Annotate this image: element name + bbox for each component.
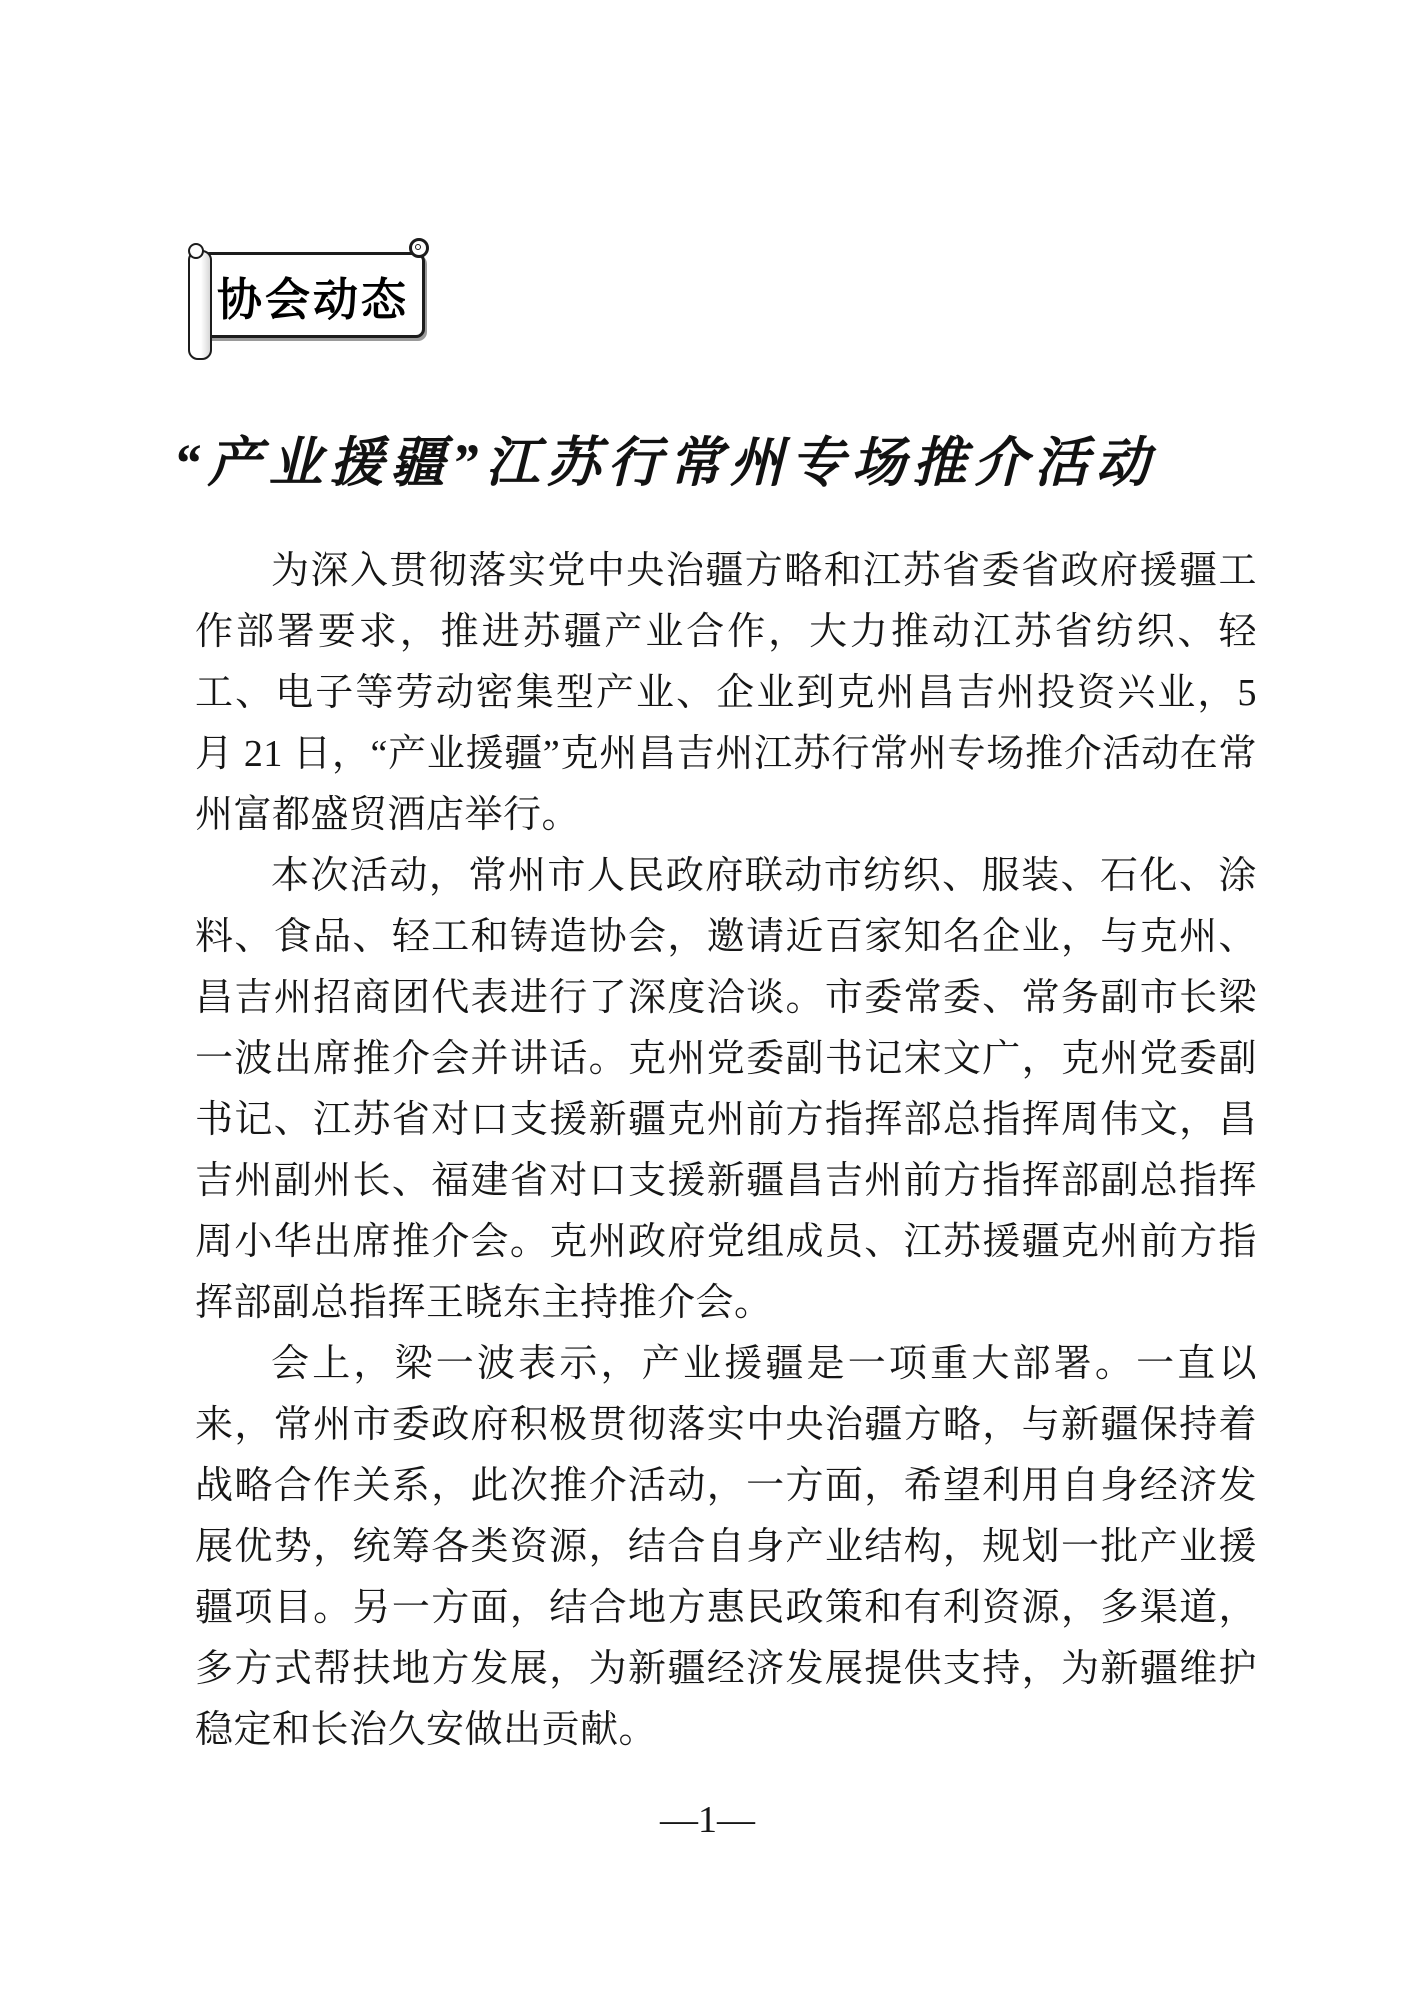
banner-scroll (188, 238, 432, 356)
banner-title: 协会动态 (216, 273, 409, 325)
banner-flag (201, 252, 425, 338)
paragraph: 本次活动，常州市人民政府联动市纺织、服装、石化、涂料、食品、轻工和铸造协会，邀请近百家知名企业，与克州、昌吉州招商团代表进行了深度洽谈。市委常委、常务副市长梁一波出席推介会并讲话。克州党委副书记宋文广，克州党委副书记、江苏省对口支援新疆克州前方指挥部总指挥周伟文，昌吉州副州长、福建省对口支援新疆昌吉州前方指挥部副总指挥周小华出席推介会。克州政府党组成员、江苏援疆克州前方指挥部副总指挥王晓东主持推介会。 (195, 855, 1257, 1324)
document-title: “产业援疆”江苏行常州专场推介活动 (173, 433, 1157, 493)
scroll-roll-icon (188, 250, 212, 360)
document-body (195, 541, 1257, 1761)
page-number: —1— (660, 1799, 755, 1841)
scroll-curl-icon (409, 238, 429, 258)
paragraph: 为深入贯彻落实党中央治疆方略和江苏省委省政府援疆工作部署要求，推进苏疆产业合作，大力推动江苏省纺织、轻工、电子等劳动密集型产业、企业到克州昌吉州投资兴业，5 月 21 日，“产业援疆”克州昌吉州江苏行常州专场推介活动在常州富都盛贸酒店举行。 (195, 550, 1257, 836)
paragraph: 会上，梁一波表示，产业援疆是一项重大部署。一直以来，常州市委政府积极贯彻落实中央治疆方略，与新疆保持着战略合作关系，此次推介活动，一方面，希望利用自身经济发展优势，统筹各类资源，结合自身产业结构，规划一批产业援疆项目。另一方面，结合地方惠民政策和有利资源，多渠道，多方式帮扶地方发展，为新疆经济发展提供支持，为新疆维护稳定和长治久安做出贡献。 (195, 1343, 1257, 1751)
